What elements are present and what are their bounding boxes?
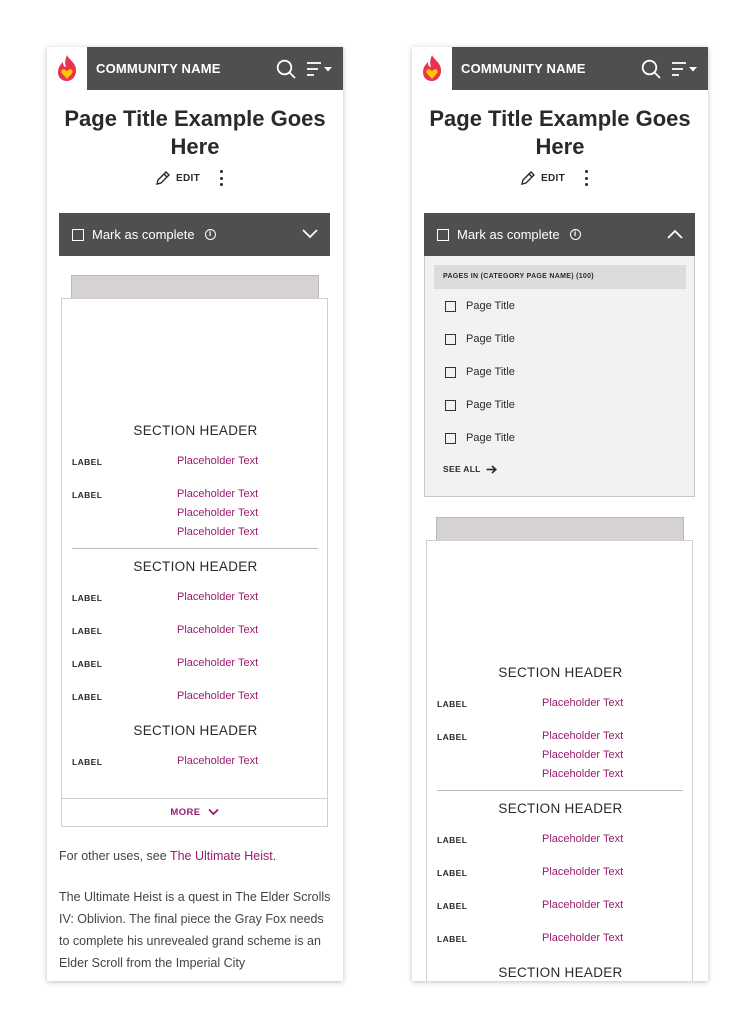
checklist-item-label[interactable]: Page Title xyxy=(466,399,515,411)
checklist-checkbox[interactable] xyxy=(445,334,456,345)
checklist-item-label[interactable]: Page Title xyxy=(466,333,515,345)
checklist-checkbox[interactable] xyxy=(445,301,456,312)
more-label: MORE xyxy=(170,807,201,818)
row-value[interactable]: Placeholder Text xyxy=(177,488,259,500)
info-icon[interactable]: i xyxy=(205,229,216,240)
chevron-up-icon[interactable] xyxy=(667,227,683,241)
arrow-right-icon xyxy=(486,465,497,474)
section-header: SECTION HEADER xyxy=(133,423,258,438)
page-title: Page Title Example Goes Here xyxy=(64,106,326,159)
row-value[interactable]: Placeholder Text xyxy=(177,507,259,519)
row-value[interactable]: Placeholder Text xyxy=(177,455,259,467)
mark-complete-label: Mark as complete xyxy=(92,227,195,242)
divider xyxy=(72,548,318,549)
row-label: LABEL xyxy=(437,699,468,709)
community-name[interactable]: COMMUNITY NAME xyxy=(461,61,586,76)
other-uses-suffix: . xyxy=(272,849,277,863)
row-value[interactable]: Placeholder Text xyxy=(542,833,624,845)
search-icon[interactable] xyxy=(641,59,661,79)
row-label: LABEL xyxy=(437,901,468,911)
checklist-item[interactable] xyxy=(445,397,515,413)
section-header: SECTION HEADER xyxy=(498,965,623,980)
checklist-item[interactable] xyxy=(445,331,515,347)
row-value[interactable]: Placeholder Text xyxy=(542,749,624,761)
mark-complete-label: Mark as complete xyxy=(457,227,560,242)
community-logo[interactable] xyxy=(412,47,452,90)
checklist-item-label[interactable]: Page Title xyxy=(466,366,515,378)
row-label: LABEL xyxy=(72,659,103,669)
row-value[interactable]: Placeholder Text xyxy=(542,866,624,878)
row-label: LABEL xyxy=(72,457,103,467)
section-header: SECTION HEADER xyxy=(133,559,258,574)
checklist-checkbox[interactable] xyxy=(445,433,456,444)
row-value[interactable]: Placeholder Text xyxy=(177,755,259,767)
edit-button[interactable]: EDIT xyxy=(176,172,200,184)
community-logo[interactable] xyxy=(47,47,87,90)
edit-row xyxy=(155,167,224,189)
menu-icon[interactable] xyxy=(306,60,334,78)
checklist-item[interactable] xyxy=(445,364,515,380)
chevron-down-icon[interactable] xyxy=(302,227,318,241)
row-value[interactable]: Placeholder Text xyxy=(177,591,259,603)
other-uses-link[interactable]: The Ultimate Heist xyxy=(169,849,273,863)
search-icon[interactable] xyxy=(276,59,296,79)
row-label: LABEL xyxy=(72,692,103,702)
row-value[interactable]: Placeholder Text xyxy=(542,899,624,911)
mark-complete-bar[interactable] xyxy=(59,213,330,256)
row-label: LABEL xyxy=(437,835,468,845)
row-label: LABEL xyxy=(72,626,103,636)
section-header: SECTION HEADER xyxy=(133,723,258,738)
category-pages-header: PAGES IN (CATEGORY PAGE NAME) (100) xyxy=(434,265,686,289)
row-value[interactable]: Placeholder Text xyxy=(177,526,259,538)
chevron-down-icon xyxy=(208,808,219,816)
checklist-item-label[interactable]: Page Title xyxy=(466,300,515,312)
other-uses-note xyxy=(59,845,331,867)
pencil-icon[interactable] xyxy=(520,170,536,186)
more-options-icon[interactable] xyxy=(220,170,224,186)
divider xyxy=(437,790,683,791)
mark-complete-bar[interactable] xyxy=(424,213,695,256)
checklist-checkbox[interactable] xyxy=(445,367,456,378)
section-header: SECTION HEADER xyxy=(498,665,623,680)
complete-checkbox[interactable] xyxy=(72,229,84,241)
page-title: Page Title Example Goes Here xyxy=(429,106,691,159)
edit-row xyxy=(520,167,589,189)
row-value[interactable]: Placeholder Text xyxy=(542,730,624,742)
row-value[interactable]: Placeholder Text xyxy=(542,768,624,780)
section-header: SECTION HEADER xyxy=(498,801,623,816)
flame-heart-icon xyxy=(421,54,443,82)
top-bar xyxy=(47,47,343,90)
phone-left xyxy=(47,47,343,981)
row-label: LABEL xyxy=(437,934,468,944)
row-label: LABEL xyxy=(72,593,103,603)
see-all-label: SEE ALL xyxy=(443,464,481,474)
infobox xyxy=(426,540,693,981)
checklist-checkbox[interactable] xyxy=(445,400,456,411)
row-label: LABEL xyxy=(72,490,103,500)
pencil-icon[interactable] xyxy=(155,170,171,186)
category-pages-dropdown xyxy=(424,256,695,497)
edit-button[interactable]: EDIT xyxy=(541,172,565,184)
row-label: LABEL xyxy=(72,757,103,767)
row-value[interactable]: Placeholder Text xyxy=(177,657,259,669)
row-label: LABEL xyxy=(437,732,468,742)
menu-icon[interactable] xyxy=(671,60,699,78)
see-all-link[interactable] xyxy=(443,464,497,474)
info-icon[interactable]: i xyxy=(570,229,581,240)
phone-right xyxy=(412,47,708,981)
article-paragraph: The Ultimate Heist is a quest in The Elder Scrolls IV: Oblivion. The final piece the Gray Fox needs to complete his unrevealed grand scheme is an Elder Scroll from the Imperial City xyxy=(59,890,331,970)
more-options-icon[interactable] xyxy=(585,170,589,186)
row-value[interactable]: Placeholder Text xyxy=(177,624,259,636)
checklist-item[interactable] xyxy=(445,298,515,314)
row-value[interactable]: Placeholder Text xyxy=(542,697,624,709)
checklist-item[interactable] xyxy=(445,430,515,446)
checklist-item-label[interactable]: Page Title xyxy=(466,432,515,444)
row-value[interactable]: Placeholder Text xyxy=(542,932,624,944)
infobox xyxy=(61,298,328,827)
complete-checkbox[interactable] xyxy=(437,229,449,241)
row-label: LABEL xyxy=(437,868,468,878)
row-value[interactable]: Placeholder Text xyxy=(177,690,259,702)
other-uses-prefix: For other uses, see xyxy=(59,849,170,863)
top-bar xyxy=(412,47,708,90)
more-button[interactable] xyxy=(62,798,327,826)
flame-heart-icon xyxy=(56,54,78,82)
community-name[interactable]: COMMUNITY NAME xyxy=(96,61,221,76)
